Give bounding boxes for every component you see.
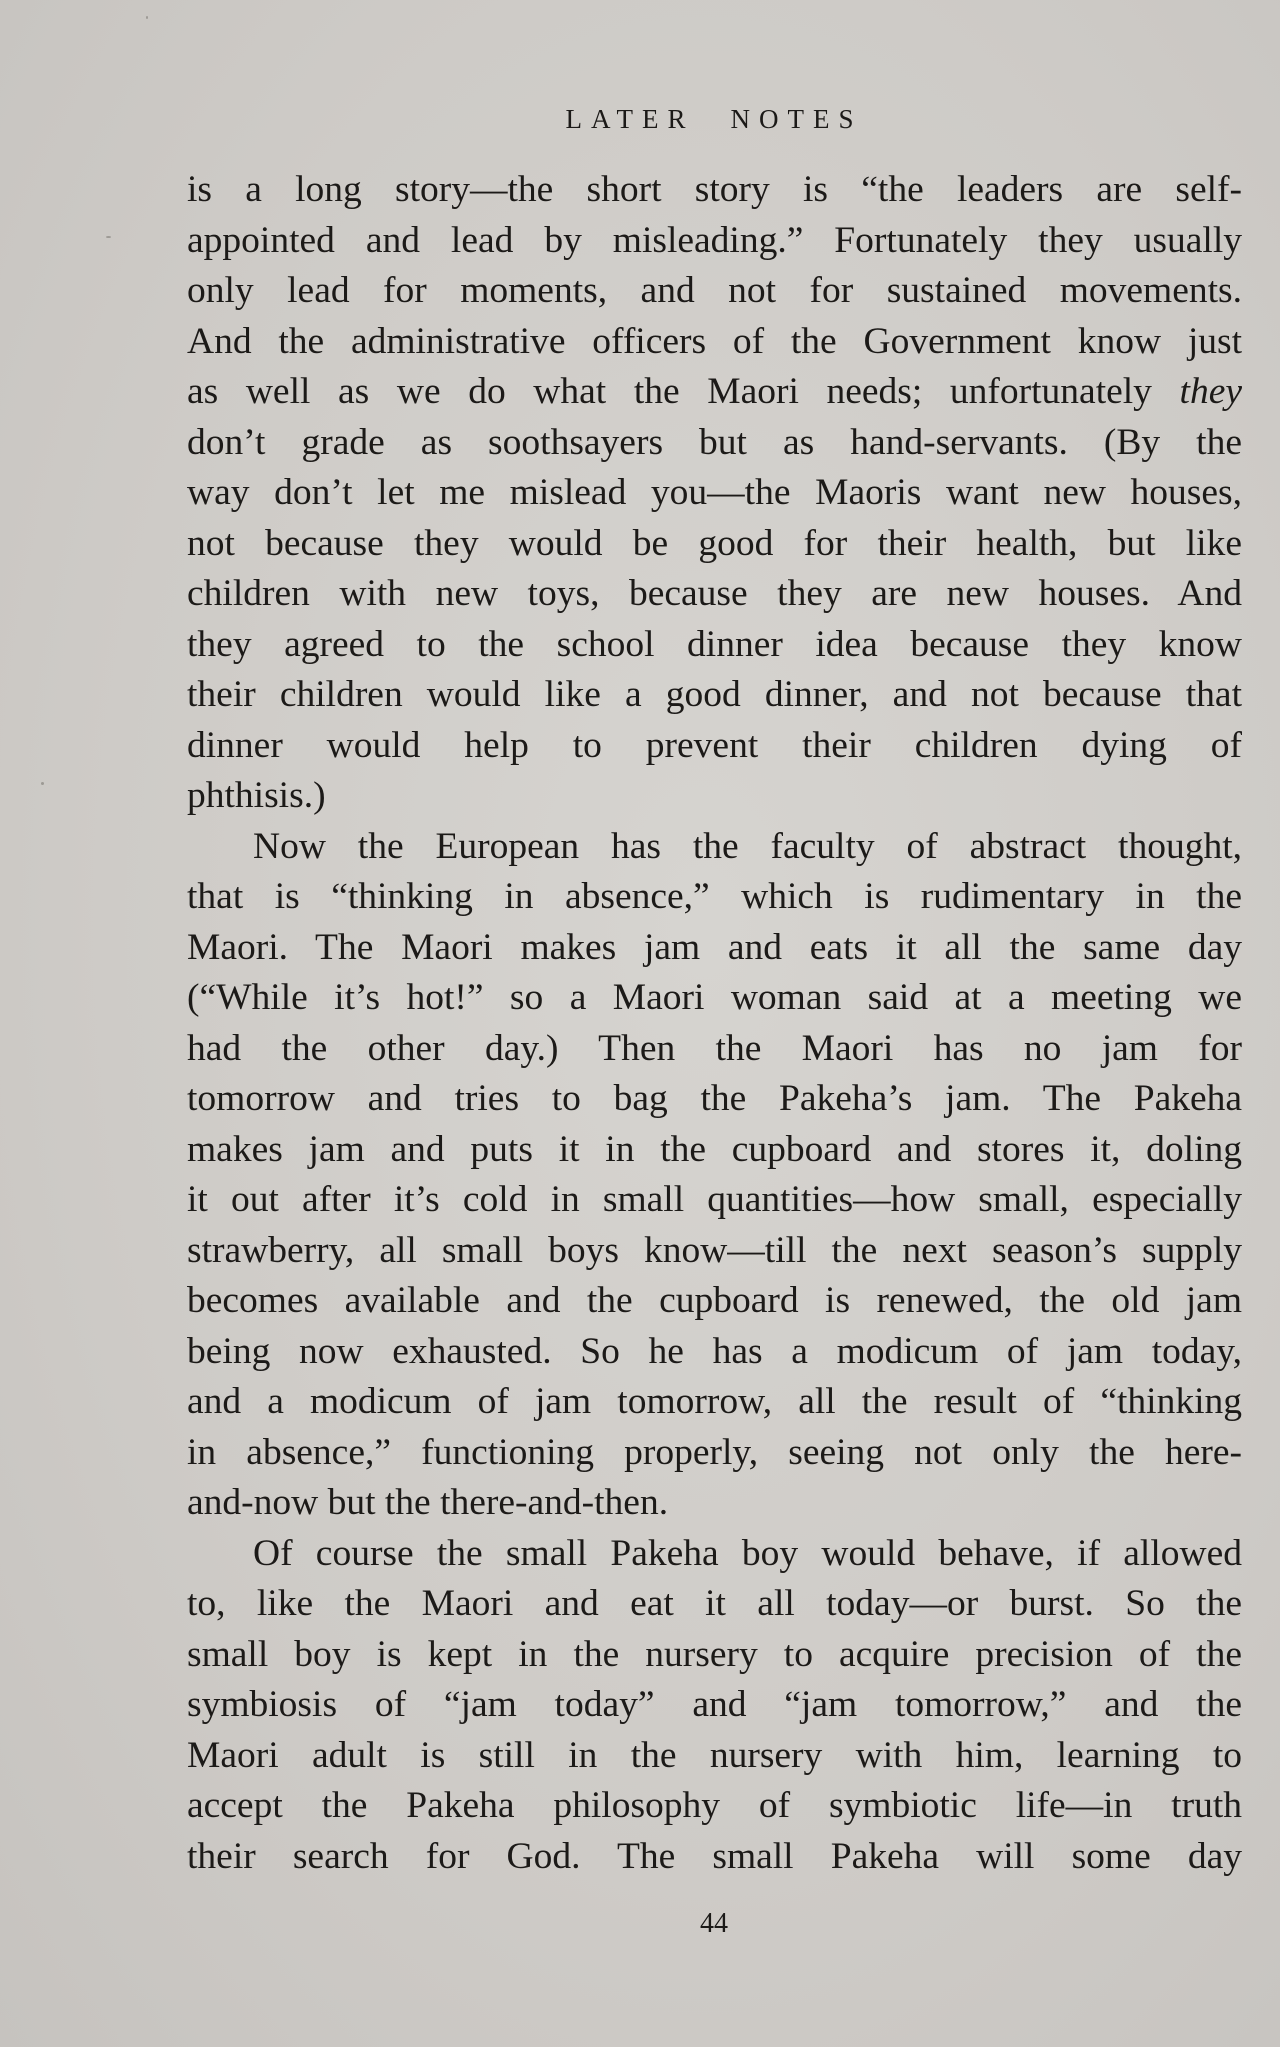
text-line: makes jam and puts it in the cupboard and stores it, doling [187, 1128, 1242, 1170]
body-text [187, 165, 1242, 1882]
text-line: And the administrative officers of the Government know just [187, 320, 1242, 362]
paper-speck [146, 16, 148, 19]
text-line: accept the Pakeha philosophy of symbiotic life—in truth [187, 1785, 1242, 1826]
running-head [0, 104, 1280, 135]
text-line: had the other day.) Then the Maori has no jam for [187, 1027, 1242, 1069]
text-line: becomes available and the cupboard is renewed, the old jam [187, 1280, 1242, 1321]
text-line: (“While it’s hot!” so a Maori woman said at a meeting we [187, 977, 1242, 1018]
text-line: tomorrow and tries to bag the Pakeha’s jam. The Pakeha [187, 1078, 1242, 1119]
text-line: not because they would be good for their health, but like [187, 522, 1242, 564]
text-line: being now exhausted. So he has a modicum of jam today, [187, 1330, 1242, 1372]
running-title-right: NOTES [730, 104, 863, 134]
text-line: small boy is kept in the nursery to acquire precision of the [187, 1633, 1242, 1675]
text-line: their search for God. The small Pakeha will some day [187, 1835, 1242, 1877]
text-line: is a long story—the short story is “the leaders are self- [187, 169, 1242, 210]
text-line: appointed and lead by misleading.” Fortunately they usually [187, 219, 1242, 261]
text-line: in absence,” functioning properly, seeing not only the here- [187, 1431, 1242, 1473]
text-line: phthisis.) [187, 775, 326, 816]
running-title-left: LATER [565, 104, 695, 134]
text-line: it out after it’s cold in small quantities—how small, especially [187, 1179, 1242, 1220]
text-line: they agreed to the school dinner idea because they know [187, 623, 1242, 665]
text-line: children with new toys, because they are new houses. And [187, 573, 1242, 614]
paper-speck [41, 782, 44, 785]
text-line: don’t grade as soothsayers but as hand-servants. (By the [187, 421, 1242, 463]
text-line: only lead for moments, and not for sustained movements. [187, 270, 1242, 311]
text-line: their children would like a good dinner, and not because that [187, 674, 1242, 715]
text-line: Of course the small Pakeha boy would behave, if allowed [253, 1532, 1242, 1574]
text-line: and-now but the there-and-then. [187, 1482, 669, 1523]
text-line: as well as we do what the Maori needs; unfortunately they [187, 371, 1242, 412]
paper-speck [106, 236, 111, 238]
text-line: way don’t let me mislead you—the Maoris want new houses, [187, 472, 1242, 513]
text-line: Now the European has the faculty of abstract thought, [253, 825, 1242, 867]
text-line: Maori. The Maori makes jam and eats it all the same day [187, 926, 1242, 968]
text-line: and a modicum of jam tomorrow, all the result of “thinking [187, 1381, 1242, 1422]
text-line: to, like the Maori and eat it all today—or burst. So the [187, 1583, 1242, 1624]
emphasis-they: they [1179, 371, 1242, 412]
text-line: dinner would help to prevent their children dying of [187, 724, 1242, 766]
text-line: that is “thinking in absence,” which is rudimentary in the [187, 876, 1242, 917]
text-line: strawberry, all small boys know—till the next season’s supply [187, 1229, 1242, 1271]
text-line: symbiosis of “jam today” and “jam tomorrow,” and the [187, 1684, 1242, 1725]
page-number: 44 [700, 1908, 728, 1939]
text-line: Maori adult is still in the nursery with him, learning to [187, 1734, 1242, 1776]
